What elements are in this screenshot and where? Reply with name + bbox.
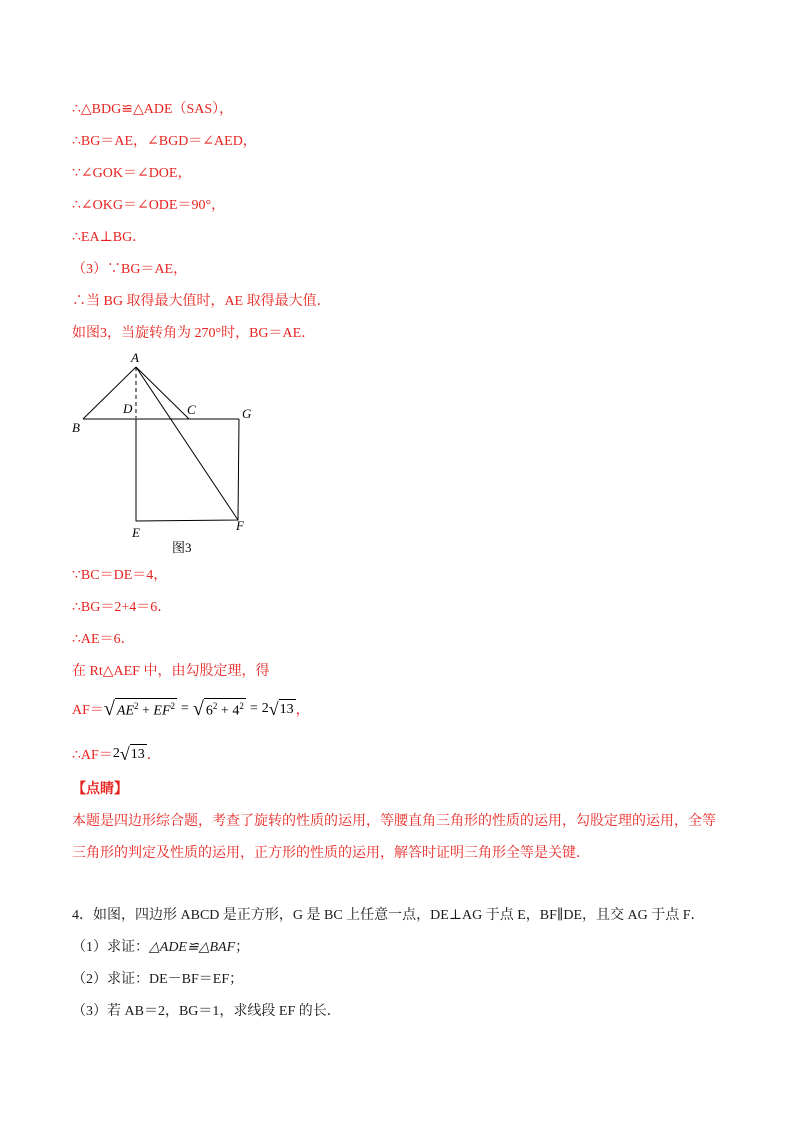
label-a: A bbox=[131, 350, 139, 365]
given-bc-de: ∵BC＝DE＝4， bbox=[72, 568, 168, 583]
figure-caption: 图3 bbox=[172, 540, 192, 555]
proof-line-vertical-angles: ∵∠GOK＝∠DOE， bbox=[72, 166, 192, 181]
label-f: F bbox=[236, 518, 244, 533]
pythagoras-intro: 在 Rt△AEF 中，由勾股定理，得 bbox=[72, 664, 270, 679]
label-e: E bbox=[132, 525, 140, 540]
result-sqrt-thirteen: √ 13 bbox=[119, 744, 145, 764]
problem4-stem: 4．如图，四边形 ABCD 是正方形，G 是 BC 上任意一点，DE⊥AG 于点 E，BF∥DE，且交 AG 于点 F． bbox=[72, 908, 705, 923]
label-d: D bbox=[123, 401, 133, 416]
square-defg bbox=[136, 419, 239, 521]
compute-ae: ∴AE＝6． bbox=[72, 632, 135, 647]
label-g: G bbox=[242, 406, 252, 421]
proof-line-bg-ae: ∴BG＝AE，∠BGD＝∠AED， bbox=[72, 134, 257, 149]
segment-ac bbox=[136, 367, 189, 419]
part3-start: （3）∵BG＝AE， bbox=[72, 262, 188, 277]
proof-line-congruent: ∴△BDG≌△ADE（SAS）， bbox=[72, 102, 234, 117]
sqrt-thirteen: √ 13 bbox=[268, 699, 294, 719]
formula-af-prefix: AF＝ bbox=[72, 703, 104, 718]
formula-af: AF＝ √ $AE^2 + EF^2$ = √ $6^2 + 4^2$ = 2 √ 13 ， bbox=[72, 698, 310, 720]
proof-line-perpendicular: ∴EA⊥BG． bbox=[72, 230, 147, 245]
comment-text: 本题是四边形综合题，考查了旋转的性质的运用，等腰直角三角形的性质的运用，勾股定理的运用，全等三角形的判定及性质的运用，正方形的性质的运用，解答时证明三角形全等是关键． bbox=[72, 814, 716, 861]
problem4-part1: （1）求证：△ADE≌△BAF； bbox=[72, 940, 250, 955]
part3-figure-ref: 如图3，当旋转角为 270°时，BG＝AE． bbox=[72, 326, 316, 341]
problem4-part3: （3）若 AB＝2，BG＝1，求线段 EF 的长． bbox=[72, 1004, 341, 1019]
compute-bg: ∴BG＝2+4＝6． bbox=[72, 600, 172, 615]
segment-af bbox=[136, 367, 238, 520]
result-af: ∴AF＝ 2 √ 13 ． bbox=[72, 744, 161, 764]
label-b: B bbox=[72, 420, 80, 435]
sqrt-numbers: √ $6^2 + 4^2$ bbox=[192, 698, 244, 720]
part3-max-statement: ∴当 BG 取得最大值时，AE 取得最大值． bbox=[72, 294, 331, 309]
comment-heading: 【点睛】 bbox=[72, 782, 128, 797]
figure-3 bbox=[66, 348, 266, 560]
sqrt-sum-squares: √ $AE^2 + EF^2$ bbox=[103, 698, 176, 720]
problem4-part2: （2）求证：DE－BF＝EF； bbox=[72, 972, 244, 987]
proof-line-right-angle: ∴∠OKG＝∠ODE＝90°， bbox=[72, 198, 226, 213]
label-c: C bbox=[187, 402, 196, 417]
